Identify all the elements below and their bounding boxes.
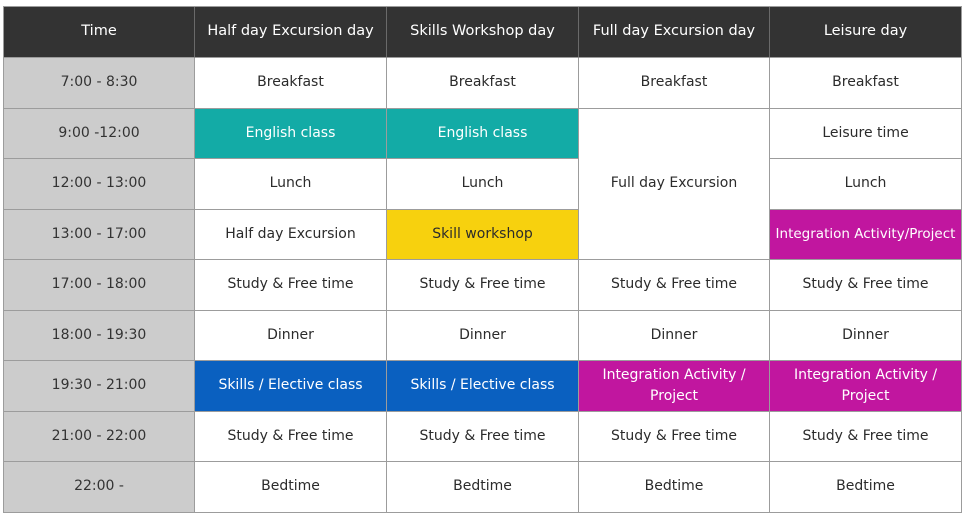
schedule-cell: Study & Free time [770,260,962,311]
schedule-cell: Breakfast [579,58,770,109]
header-time: Time [4,7,195,58]
schedule-cell: Lunch [770,159,962,210]
schedule-cell: Breakfast [770,58,962,109]
integration-activity-cell: Integration Activity/Project [770,210,962,261]
time-cell: 9:00 -12:00 [4,109,195,160]
schedule-cell: Bedtime [195,462,387,513]
schedule-cell: Study & Free time [195,412,387,463]
header-skills-workshop: Skills Workshop day [387,7,579,58]
schedule-cell: Study & Free time [195,260,387,311]
schedule-cell: Breakfast [195,58,387,109]
english-class-cell: English class [195,109,387,160]
integration-activity-cell: Integration Activity / Project [579,361,770,412]
header-leisure-day: Leisure day [770,7,962,58]
schedule-cell: Study & Free time [387,260,579,311]
schedule-cell: Dinner [770,311,962,362]
schedule-cell: Lunch [195,159,387,210]
time-cell: 13:00 - 17:00 [4,210,195,261]
skill-workshop-cell: Skill workshop [387,210,579,261]
integration-activity-cell: Integration Activity / Project [770,361,962,412]
schedule-cell: Dinner [579,311,770,362]
time-cell: 22:00 - [4,462,195,513]
time-cell: 12:00 - 13:00 [4,159,195,210]
schedule-cell: Breakfast [387,58,579,109]
schedule-cell: Bedtime [387,462,579,513]
time-cell: 19:30 - 21:00 [4,361,195,412]
schedule-cell: Study & Free time [770,412,962,463]
schedule-cell: Study & Free time [579,412,770,463]
schedule-cell: Dinner [195,311,387,362]
schedule-cell: Study & Free time [579,260,770,311]
header-half-day-excursion: Half day Excursion day [195,7,387,58]
full-day-excursion-cell: Full day Excursion [579,109,770,261]
schedule-cell: Bedtime [770,462,962,513]
header-full-day-excursion: Full day Excursion day [579,7,770,58]
time-cell: 18:00 - 19:30 [4,311,195,362]
time-cell: 7:00 - 8:30 [4,58,195,109]
schedule-cell: Bedtime [579,462,770,513]
elective-class-cell: Skills / Elective class [387,361,579,412]
english-class-cell: English class [387,109,579,160]
schedule-cell: Study & Free time [387,412,579,463]
schedule-cell: Leisure time [770,109,962,160]
weekly-schedule-table [3,6,962,513]
time-cell: 17:00 - 18:00 [4,260,195,311]
schedule-cell: Half day Excursion [195,210,387,261]
elective-class-cell: Skills / Elective class [195,361,387,412]
schedule-cell: Lunch [387,159,579,210]
time-cell: 21:00 - 22:00 [4,412,195,463]
schedule-cell: Dinner [387,311,579,362]
